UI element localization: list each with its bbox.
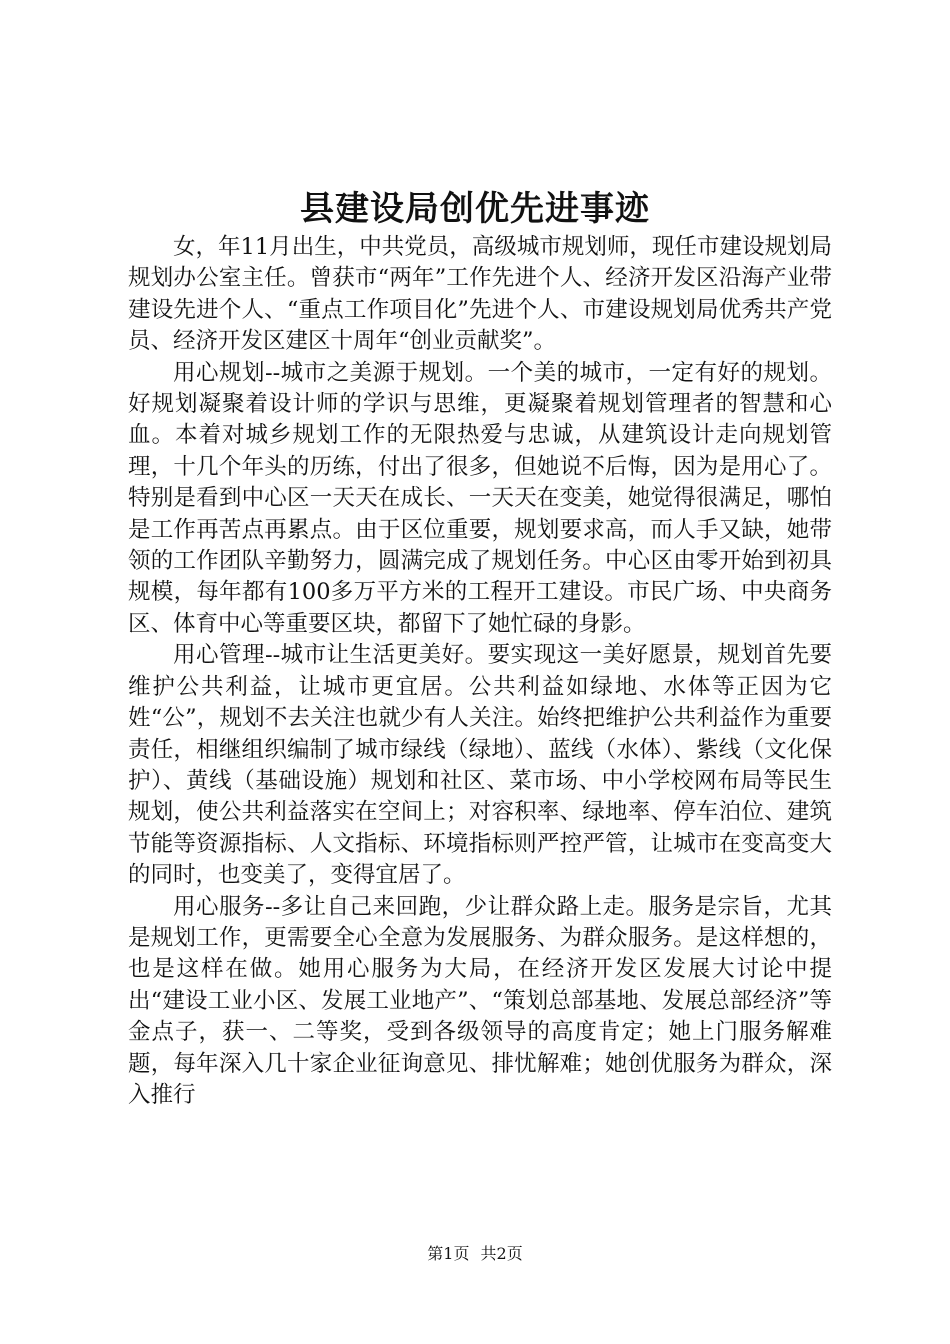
document-body xyxy=(128,232,832,1111)
paragraph-intro: 女，年11月出生，中共党员，高级城市规划师，现任市建设规划局规划办公室主任。曾获市“两年”工作先进个人、经济开发区沿海产业带建设先进个人、“重点工作项目化”先进个人、市建设规划局优秀共产党员、经济开发区建区十周年“创业贡献奖”。 xyxy=(128,234,832,355)
paragraph-management: 用心管理--城市让生活更美好。要实现这一美好愿景，规划首先要维护公共利益，让城市更宜居。公共利益如绿地、水体等正因为它姓“公”，规划不去关注也就少有人关注。始终把维护公共利益作为重要责任，相继组织编制了城市绿线（绿地）、蓝线（水体）、紫线（文化保护）、黄线（基础设施）规划和社区、菜市场、中小学校网布局等民生规划，使公共利益落实在空间上；对容积率、绿地率、停车泊位、建筑节能等资源指标、人文指标、环境指标则严控严管，让城市在变高变大的同时，也变美了，变得宜居了。 xyxy=(128,642,832,889)
paragraph-planning: 用心规划--城市之美源于规划。一个美的城市，一定有好的规划。好规划凝聚着设计师的学识与思维，更凝聚着规划管理者的智慧和心血。本着对城乡规划工作的无限热爱与忠诚，从建筑设计走向规划管理，十几个年头的历练，付出了很多，但她说不后悔，因为是用心了。特别是看到中心区一天天在成长、一天天在变美，她觉得很满足，哪怕是工作再苦点再累点。由于区位重要，规划要求高，而人手又缺，她带领的工作团队辛勤努力，圆满完成了规划任务。中心区由零开始到初具规模，每年都有100多万平方米的工程开工建设。市民广场、中央商务区、体育中心等重要区块，都留下了她忙碌的身影。 xyxy=(128,359,832,637)
document-title: 县建设局创优先进事迹 xyxy=(300,189,650,229)
page-number: 第1页 xyxy=(427,1244,470,1263)
paragraph-service: 用心服务--多让自己来回跑，少让群众路上走。服务是宗旨，尤其是规划工作，更需要全心全意为发展服务、为群众服务。是这样想的，也是这样在做。她用心服务为大局，在经济开发区发展大讨论中提出“建设工业小区、发展工业地产”、“策划总部基地、发展总部经济”等金点子，获一、二等奖，受到各级领导的高度肯定；她上门服务解难题，每年深入几十家企业征询意见、排忧解难；她创优服务为群众，深入推行 xyxy=(128,893,832,1108)
page-footer xyxy=(0,1242,950,1266)
page-total: 共2页 xyxy=(480,1244,523,1263)
